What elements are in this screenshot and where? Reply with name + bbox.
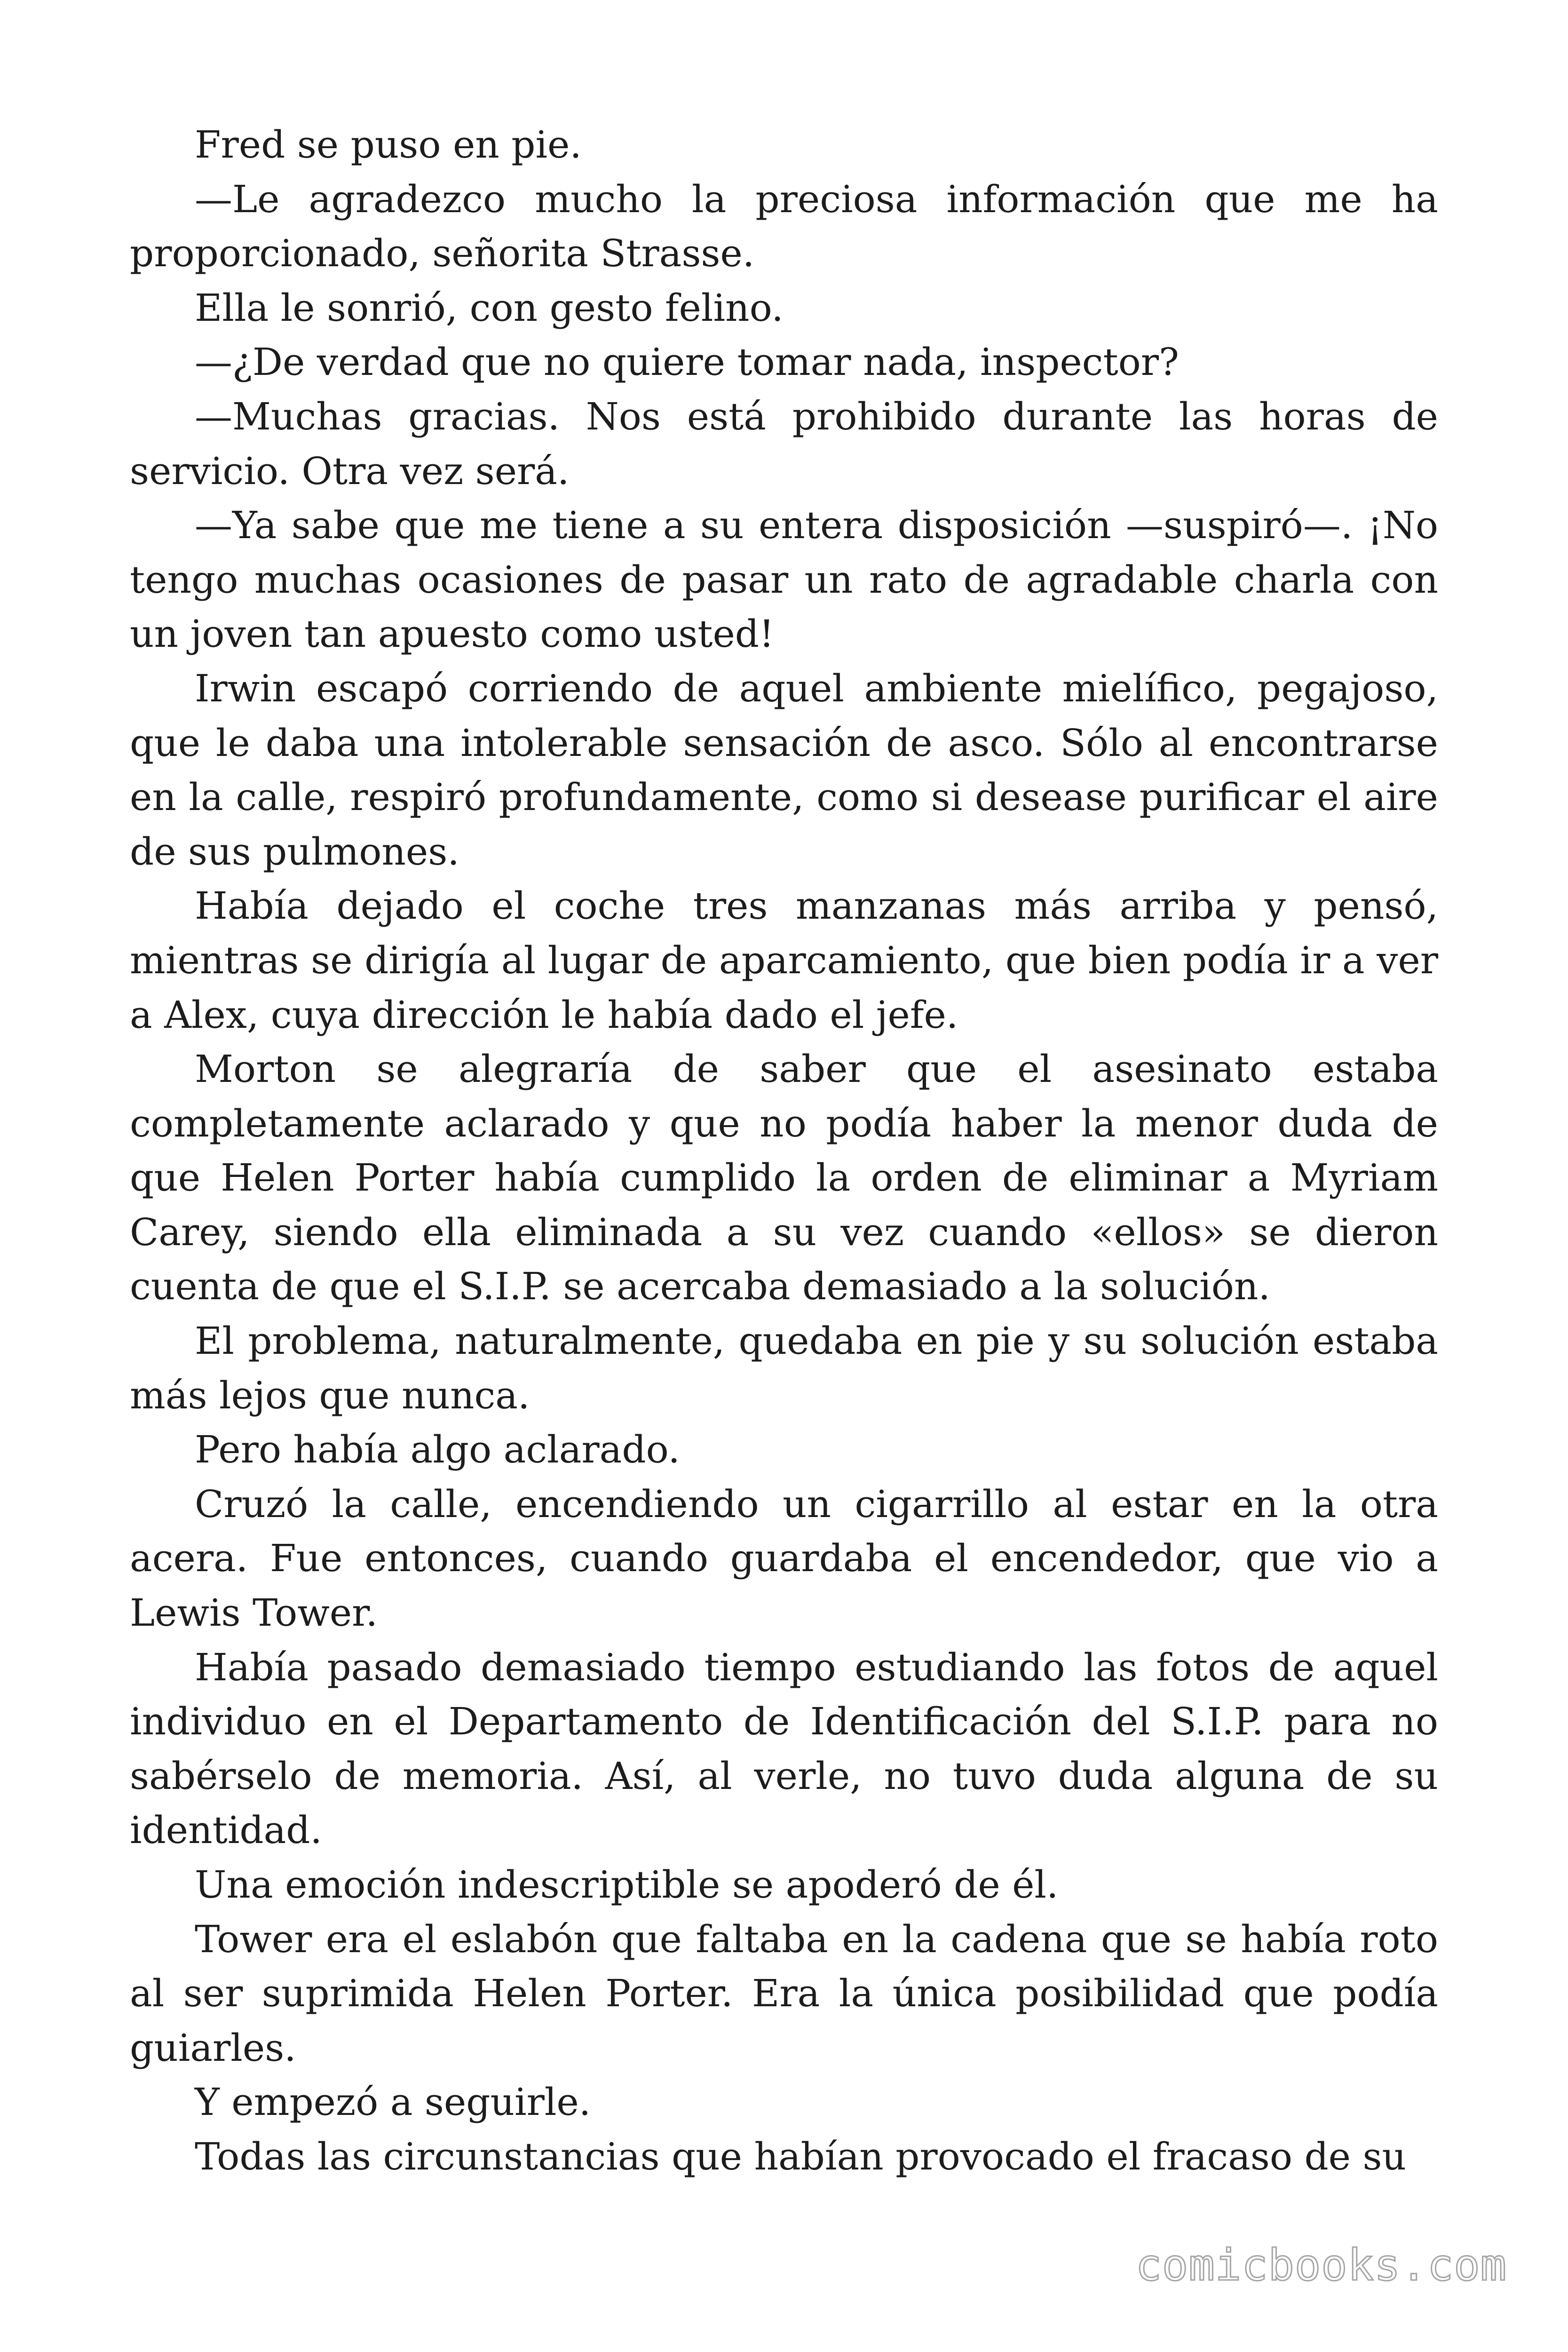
paragraph: —Le agradezco mucho la preciosa información que me ha proporcionado, señorita Strasse. xyxy=(130,177,1438,276)
paragraph: Tower era el eslabón que faltaba en la cadena que se había roto al ser suprimida Helen Porter. Era la única posibilidad que podía guiarles. xyxy=(130,1917,1438,2070)
paragraph: Había dejado el coche tres manzanas más arriba y pensó, mientras se dirigía al lugar de aparcamiento, que bien podía ir a ver a Alex, cuya dirección le había dado el jefe. xyxy=(130,884,1438,1037)
paragraph: Irwin escapó corriendo de aquel ambiente mielífico, pegajoso, que le daba una intolerable sensación de asco. Sólo al encontrarse en la calle, respiró profundamente, como si desease purificar el aire de sus pulmones. xyxy=(130,666,1438,874)
paragraph: —¿De verdad que no quiere tomar nada, inspector? xyxy=(195,340,1179,384)
paragraph: Cruzó la calle, encendiendo un cigarrillo al estar en la otra acera. Fue entonces, cuando guardaba el encendedor, que vio a Lewis Tower. xyxy=(130,1482,1438,1635)
paragraph: El problema, naturalmente, quedaba en pie y su solución estaba más lejos que nunca. xyxy=(130,1319,1438,1417)
page-text xyxy=(130,118,1438,2184)
paragraph: —Ya sabe que me tiene a su entera disposición —suspiró—. ¡No tengo muchas ocasiones de pasar un rato de agradable charla con un joven tan apuesto como usted! xyxy=(130,503,1438,656)
paragraph: Ella le sonrió, con gesto felino. xyxy=(195,286,784,330)
paragraph: Y empezó a seguirle. xyxy=(195,2080,591,2124)
paragraph: Pero había algo aclarado. xyxy=(195,1428,680,1472)
paragraph: Morton se alegraría de saber que el asesinato estaba completamente aclarado y que no podía haber la menor duda de que Helen Porter había cumplido la orden de eliminar a Myriam Carey, siendo ella eliminada a su vez cuando «ellos» se dieron cuenta de que el S.I.P. se acercaba demasiado a la solución. xyxy=(130,1047,1438,1309)
watermark: comicbooks.com xyxy=(1135,2240,1507,2290)
paragraph: Fred se puso en pie. xyxy=(195,123,582,167)
paragraph: —Muchas gracias. Nos está prohibido durante las horas de servicio. Otra vez será. xyxy=(130,394,1438,493)
paragraph: Una emoción indescriptible se apoderó de él. xyxy=(195,1863,1059,1907)
paragraph: Todas las circunstancias que habían provocado el fracaso de su xyxy=(195,2134,1407,2178)
paragraph: Había pasado demasiado tiempo estudiando las fotos de aquel individuo en el Departamento de Identificación del S.I.P. para no sabérselo de memoria. Así, al verle, no tuvo duda alguna de su identidad. xyxy=(130,1645,1438,1852)
